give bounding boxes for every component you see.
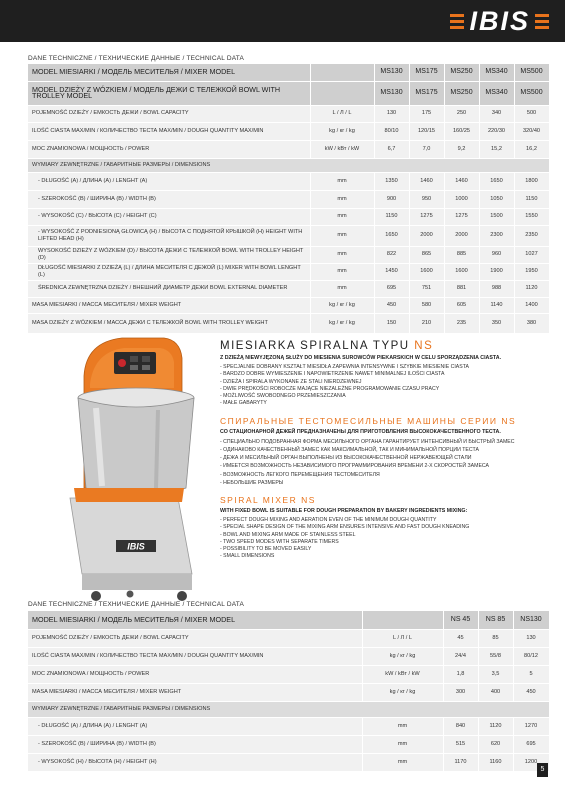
row-label: ILOŚĆ CIASTA MAX/MIN / КОЛИЧЕСТВО ТЕСТА MAX/MIN / DOUGH QUANTITY MAX/MIN xyxy=(28,122,310,140)
row-value: 1350 xyxy=(374,172,409,190)
feature-item: - BOWL AND MIXING ARM MADE OF STAINLESS STEEL xyxy=(220,531,356,538)
model-name: MS130 xyxy=(374,64,409,81)
row-value: 130 xyxy=(513,629,549,647)
model-label: MODEL MIESIARKI / МОДЕЛЬ МЕСИТЕЛЬЯ / MIXER MODEL xyxy=(28,64,310,81)
row-label: MASA DZIEŻY Z WÓZKIEM / МАССА ДЕЖИ С ТЕЛЕЖКОЙ BOWL WITH TROLLEY WEIGHT xyxy=(28,313,310,333)
row-value: 515 xyxy=(443,735,478,753)
row-value: 1600 xyxy=(409,263,444,280)
row-label: MASA MIESIARKI / МАССА МЕСИТЕЛЯ / MIXER WEIGHT xyxy=(28,297,310,313)
row-label: - SZEROKOŚĆ (B) / ШИРИНА (B) / WIDTH (B) xyxy=(28,735,362,753)
table-row xyxy=(28,105,549,122)
feature-item: - TWO SPEED MODES WITH SEPARATE TIMERS xyxy=(220,538,339,545)
feature-item: - НЕБОЛЬШИЕ РАЗМЕРЫ xyxy=(220,479,284,486)
model-header-row xyxy=(28,81,549,105)
row-value: 210 xyxy=(409,313,444,333)
brand-logo xyxy=(450,6,549,36)
row-value: 24/4 xyxy=(443,647,478,665)
row-value: 1150 xyxy=(514,190,549,208)
row-label: - WYSOKOŚĆ Z PODNIESIONĄ GŁOWICĄ (H) / ВЫСОТА С ПОДНЯТОЙ КРЫШКОЙ (H) HEIGHT WITH LIFTED HEAD (H) xyxy=(28,225,310,246)
row-value: 300 xyxy=(443,683,478,701)
row-value: 885 xyxy=(444,246,479,263)
row-value: 9,2 xyxy=(444,140,479,158)
model-name: MS340 xyxy=(479,64,514,81)
row-value: 1460 xyxy=(409,172,444,190)
row-value: 1270 xyxy=(513,717,549,735)
row-value: 695 xyxy=(513,735,549,753)
logo-stripes-left xyxy=(450,14,464,29)
model-header-row xyxy=(28,611,549,629)
row-value: 2350 xyxy=(514,225,549,246)
row-value: 1140 xyxy=(479,297,514,313)
row-value: 695 xyxy=(374,280,409,297)
row-value: 865 xyxy=(409,246,444,263)
brand-name: IBIS xyxy=(469,5,530,36)
page-number: 5 xyxy=(537,763,548,777)
row-value: 620 xyxy=(478,735,513,753)
row-unit: mm xyxy=(362,717,443,735)
row-value: 3,5 xyxy=(478,665,513,683)
model-header-row xyxy=(28,64,549,81)
row-value: 1800 xyxy=(514,172,549,190)
row-value: 5 xyxy=(513,665,549,683)
model-name: NS130 xyxy=(513,611,549,629)
feature-item: - SPECJALNIE DOBRANY KSZTAŁT MIESIDŁA ZAPEWNIA INTENSYWNE I SZYBKIE MIESIENIE CIASTA xyxy=(220,364,469,370)
row-label: MOC ZNAMIONOWA / МОЩНОСТЬ / POWER xyxy=(28,665,362,683)
feature-item: - СПЕЦИАЛЬНО ПОДОБРАННАЯ ФОРМА МЕСИЛЬНОГО ОРГАНА ГАРАНТИРУЕТ ИНТЕНСИВНЫЙ И БЫСТРЫЙ ЗАМЕС xyxy=(220,438,515,445)
row-value: 450 xyxy=(513,683,549,701)
row-label: MOC ZNAMIONOWA / МОЩНОСТЬ / POWER xyxy=(28,140,310,158)
row-value: 2000 xyxy=(409,225,444,246)
group-label: WYMIARY ZEWNĘTRZNE / ГАБАРИТНЫЕ РАЗМЕРЫ / DIMENSIONS xyxy=(28,701,549,717)
title-pl: MIESIARKA SPIRALNA TYPU NS xyxy=(220,340,434,352)
model-name: MS340 xyxy=(479,81,514,105)
table-row xyxy=(28,190,549,208)
row-label: ŚREDNICA ZEWNĘTRZNA DZIEŻY / ВНЕШНИЙ ДИАМЕТР ДЕЖИ BOWL EXTERNAL DIAMETER xyxy=(28,280,310,297)
feature-item: - BARDZO DOBRE WYMIESZENIE I NAPOWIETRZENIE NAWET MINIMALNEJ ILOŚCI CIASTA xyxy=(220,371,445,378)
row-value: 1120 xyxy=(478,717,513,735)
table1-section-title: DANE TECHNICZNE / ТЕХНИЧЕСКИЕ ДАННЫЕ / TECHNICAL DATA xyxy=(28,55,245,62)
feature-item: - MOŻLIWOŚĆ SWOBODNEGO PRZEMIESZCZANIA xyxy=(220,393,346,400)
row-value: 85 xyxy=(478,629,513,647)
row-label: - SZEROKOŚĆ (B) / ШИРИНА (B) / WIDTH (B) xyxy=(28,190,310,208)
row-label: POJEMNOŚĆ DZIEŻY / ЕМКОСТЬ ДЕЖИ / BOWL CAPACITY xyxy=(28,629,362,647)
row-value: 1450 xyxy=(374,263,409,280)
row-value: 175 xyxy=(409,105,444,122)
model-name: MS250 xyxy=(444,81,479,105)
row-value: 1150 xyxy=(374,208,409,225)
table-row xyxy=(28,629,549,647)
group-label: WYMIARY ZEWNĘTRZNE / ГАБАРИТНЫЕ РАЗМЕРЫ / DIMENSIONS xyxy=(28,158,549,172)
row-value: 120/15 xyxy=(409,122,444,140)
header-bar xyxy=(0,0,565,42)
feature-item: - ДЕЖА И МЕСИЛЬНЫЙ ОРГАН ВЫПОЛНЕНЫ ИЗ ВЫСОКОКАЧЕСТВЕННОЙ НЕРЖАВЕЮЩЕЙ СТАЛИ xyxy=(220,455,472,462)
row-value: 1,8 xyxy=(443,665,478,683)
table-row xyxy=(28,208,549,225)
row-value: 1000 xyxy=(444,190,479,208)
row-value: 1275 xyxy=(409,208,444,225)
feature-item: - ВОЗМОЖНОСТЬ ЛЕГКОГО ПЕРЕМЕЩЕНИЯ ТЕСТОМЕСИТЕЛЯ xyxy=(220,471,380,478)
row-value: 340 xyxy=(479,105,514,122)
row-unit: kg / кг / kg xyxy=(310,122,374,140)
feature-item: - PERFECT DOUGH MIXING AND AERATION EVEN OF THE MINIMUM DOUGH QUANTITY xyxy=(220,517,437,523)
row-value: 1050 xyxy=(479,190,514,208)
table-row xyxy=(28,263,549,280)
row-value: 6,7 xyxy=(374,140,409,158)
intro-ru: СО СТАЦИОНАРНОЙ ДЕЖЕЙ ПРЕДНАЗНАЧЕНЫ ДЛЯ ПРИГОТОВЛЕНИЯ ВЫСОКОКАЧЕСТВЕННОГО ТЕСТА. xyxy=(220,428,501,435)
product-description xyxy=(220,340,558,561)
feature-item: - SPECIAL SHAPE DESIGN OF THE MIXING ARM ENSURES INTENSIVE AND FAST DOUGH KNEADING xyxy=(220,524,470,531)
features-pl xyxy=(220,364,558,408)
row-value: 580 xyxy=(409,297,444,313)
table-row xyxy=(28,172,549,190)
row-unit: mm xyxy=(362,735,443,753)
row-value: 130 xyxy=(374,105,409,122)
row-value: 80/12 xyxy=(513,647,549,665)
table-row xyxy=(28,140,549,158)
row-value: 1650 xyxy=(374,225,409,246)
row-value: 2000 xyxy=(444,225,479,246)
header-spacer xyxy=(310,81,374,105)
row-label: - DŁUGOŚĆ (A) / ДЛИНА (A) / LENGHT (A) xyxy=(28,172,310,190)
row-unit: mm xyxy=(310,246,374,263)
dimensions-group-row xyxy=(28,701,549,717)
row-value: 320/40 xyxy=(514,122,549,140)
row-value: 450 xyxy=(374,297,409,313)
row-value: 1650 xyxy=(479,172,514,190)
table-row xyxy=(28,280,549,297)
row-value: 500 xyxy=(514,105,549,122)
model-name: MS500 xyxy=(514,81,549,105)
table-row xyxy=(28,297,549,313)
row-label: DŁUGOŚĆ MIESIARKI Z DZIEŻĄ (L) / ДЛИНА МЕСИТЕЛЯ С ДЕЖОЙ (L) MIXER WITH BOWL LENGHT (L) xyxy=(28,263,310,280)
table-row xyxy=(28,647,549,665)
row-unit: mm xyxy=(310,190,374,208)
row-value: 1500 xyxy=(479,208,514,225)
row-label: - WYSOKOŚĆ (H) / ВЫСОТА (H) / HEIGHT (H) xyxy=(28,753,362,771)
feature-item: - MAŁE GABARYTY xyxy=(220,400,267,407)
row-value: 1160 xyxy=(478,753,513,771)
intro-pl: Z DZIEŻĄ NIEWYJĘZONĄ SŁUŻY DO MIESIENIA SUROWCÓW PIEKARSKICH W CELU SPORZĄDZENIA CIASTA. xyxy=(220,355,502,361)
row-unit: mm xyxy=(310,225,374,246)
model-name: MS175 xyxy=(409,81,444,105)
table-row xyxy=(28,246,549,263)
row-value: 2300 xyxy=(479,225,514,246)
row-label: - DŁUGOŚĆ (A) / ДЛИНА (A) / LENGHT (A) xyxy=(28,717,362,735)
row-value: 160/25 xyxy=(444,122,479,140)
table-row xyxy=(28,665,549,683)
row-value: 1460 xyxy=(444,172,479,190)
row-unit: L / Л / L xyxy=(362,629,443,647)
intro-en: WITH FIXED BOWL IS SUITABLE FOR DOUGH PREPARATION BY BAKERY INGREDIENTS MIXING: xyxy=(220,508,468,514)
row-value: 400 xyxy=(478,683,513,701)
feature-item: - ОДИНАКОВО КАЧЕСТВЕННЫЙ ЗАМЕС КАК МАКСИМАЛЬНОЙ, ТАК И МИНИМАЛЬНОЙ ПОРЦИИ ТЕСТА xyxy=(220,446,479,453)
row-value: 1120 xyxy=(514,280,549,297)
row-label: POJEMNOŚĆ DZIEŻY / ЕМКОСТЬ ДЕЖИ / BOWL CAPACITY xyxy=(28,105,310,122)
row-value: 840 xyxy=(443,717,478,735)
feature-item: - SMALL DIMENSIONS xyxy=(220,553,275,560)
row-value: 380 xyxy=(514,313,549,333)
title-en: SPIRAL MIXER NS xyxy=(220,495,316,505)
header-spacer xyxy=(310,64,374,81)
row-unit: kg / кг / kg xyxy=(310,297,374,313)
row-value: 900 xyxy=(374,190,409,208)
row-value: 1400 xyxy=(514,297,549,313)
row-value: 150 xyxy=(374,313,409,333)
row-value: 605 xyxy=(444,297,479,313)
table-row xyxy=(28,225,549,246)
feature-item: - DWIE PRĘDKOŚCI ROBOCZE MAJĄCE NIEZALEŻNE PROGRAMOWANIE CZASU PRACY xyxy=(220,385,440,392)
model-name: MS175 xyxy=(409,64,444,81)
dimensions-group-row xyxy=(28,158,549,172)
row-value: 220/30 xyxy=(479,122,514,140)
row-unit: mm xyxy=(310,280,374,297)
row-value: 1275 xyxy=(444,208,479,225)
row-unit: kg / кг / kg xyxy=(362,647,443,665)
feature-item: - POSSIBILITY TO BE MOVED EASILY xyxy=(220,546,312,553)
row-value: 15,2 xyxy=(479,140,514,158)
row-value: 950 xyxy=(409,190,444,208)
table-row xyxy=(28,753,549,771)
row-unit: mm xyxy=(362,753,443,771)
model-label: MODEL MIESIARKI / МОДЕЛЬ МЕСИТЕЛЬЯ / MIXER MODEL xyxy=(28,611,362,629)
row-value: 235 xyxy=(444,313,479,333)
row-unit: kg / кг / kg xyxy=(310,313,374,333)
table-row xyxy=(28,735,549,753)
row-value: 55/8 xyxy=(478,647,513,665)
table2-section-title: DANE TECHNICZNE / ТЕХНИЧЕСКИЕ ДАННЫЕ / TECHNICAL DATA xyxy=(28,601,245,608)
features-ru xyxy=(220,438,558,487)
row-unit: L / Л / L xyxy=(310,105,374,122)
row-label: WYSOKOŚĆ DZIEŻY Z WÓZKIEM (D) / ВЫСОТА ДЕЖИ С ТЕЛЕЖКОЙ BOWL WITH TROLLEY HEIGHT (D) xyxy=(28,246,310,263)
table2-spec xyxy=(28,611,550,772)
row-value: 7,0 xyxy=(409,140,444,158)
row-unit: kW / kВт / kW xyxy=(362,665,443,683)
row-unit: mm xyxy=(310,263,374,280)
row-value: 751 xyxy=(409,280,444,297)
model-name: NS 45 xyxy=(443,611,478,629)
row-value: 250 xyxy=(444,105,479,122)
row-value: 1170 xyxy=(443,753,478,771)
row-unit: mm xyxy=(310,208,374,225)
row-value: 1550 xyxy=(514,208,549,225)
row-value: 881 xyxy=(444,280,479,297)
model-name: NS 85 xyxy=(478,611,513,629)
title-ru: СПИРАЛЬНЫЕ ТЕСТОМЕСИЛЬНЫЕ МАШИНЫ СЕРИИ NS xyxy=(220,415,517,426)
row-value: 988 xyxy=(479,280,514,297)
header-spacer xyxy=(362,611,443,629)
row-value: 350 xyxy=(479,313,514,333)
row-label: - WYSOKOŚĆ (C) / ВЫСОТА (C) / HEIGHT (C) xyxy=(28,208,310,225)
model-label: MODEL DZIEŻY Z WÓZKIEM / МОДЕЛЬ ДЕЖИ С ТЕЛЕЖКОЙ BOWL WITH TROLLEY MODEL xyxy=(28,81,310,105)
table-row xyxy=(28,717,549,735)
row-label: MASA MIESIARKI / МАССА МЕСИТЕЛЯ / MIXER WEIGHT xyxy=(28,683,362,701)
row-value: 822 xyxy=(374,246,409,263)
model-name: MS500 xyxy=(514,64,549,81)
feature-item: - DZIEŻA I SPIRALA WYKONANE ZE STALI NIERDZEWNEJ xyxy=(220,378,362,385)
row-value: 1900 xyxy=(479,263,514,280)
model-name: MS250 xyxy=(444,64,479,81)
table1-spec xyxy=(28,64,550,334)
row-value: 1200 xyxy=(513,753,549,771)
row-value: 1027 xyxy=(514,246,549,263)
model-name: MS130 xyxy=(374,81,409,105)
row-label: ILOŚĆ CIASTA MAX/MIN / КОЛИЧЕСТВО ТЕСТА MAX/MIN / DOUGH QUANTITY MAX/MIN xyxy=(28,647,362,665)
row-value: 960 xyxy=(479,246,514,263)
row-value: 80/10 xyxy=(374,122,409,140)
row-unit: mm xyxy=(310,172,374,190)
table-row xyxy=(28,683,549,701)
row-value: 1950 xyxy=(514,263,549,280)
machine-logo: IBIS xyxy=(127,541,145,552)
logo-stripes-right xyxy=(535,14,549,29)
feature-item: - ИМЕЕТСЯ ВОЗМОЖНОСТЬ НЕЗАВИСИМОГО ПРОГРАММИРОВАНИЯ ВРЕМЕНИ 2-Х СКОРОСТЕЙ ЗАМЕСА xyxy=(220,463,490,470)
row-value: 1600 xyxy=(444,263,479,280)
features-en xyxy=(220,517,558,561)
row-unit: kW / kВт / kW xyxy=(310,140,374,158)
row-value: 45 xyxy=(443,629,478,647)
row-unit: kg / кг / kg xyxy=(362,683,443,701)
spiral-mixer-photo xyxy=(60,328,202,610)
table-row xyxy=(28,122,549,140)
row-value: 16,2 xyxy=(514,140,549,158)
